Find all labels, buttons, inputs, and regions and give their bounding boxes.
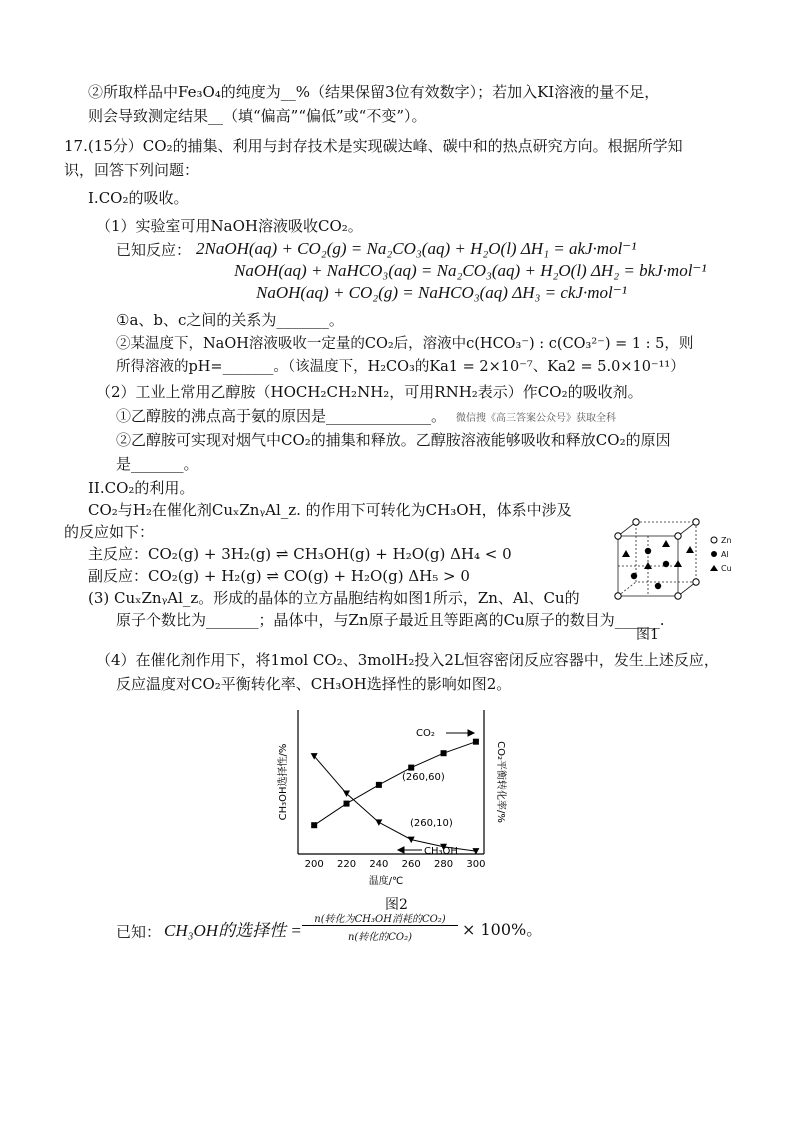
known-lead: 已知： xyxy=(116,923,162,941)
q1-sub2-b: 所得溶液的pH=_______。（该温度下，H₂CO₃的Ka1 = 2×10⁻⁷、Ka2 = 5.0×10⁻¹¹） xyxy=(116,359,685,375)
x-tick-260: 260 xyxy=(401,859,421,870)
legend-al-icon xyxy=(711,551,717,557)
x-axis-label: 温度/℃ xyxy=(368,876,404,887)
legend-cu: Cu xyxy=(721,564,732,573)
legend-al: Al xyxy=(721,550,729,559)
annotation-260-60: (260,60) xyxy=(402,772,445,783)
data-point-s0-200 xyxy=(311,822,317,828)
legend-zn: Zn xyxy=(721,536,732,545)
q1-sub2-a: ②某温度下，NaOH溶液吸收一定量的CO₂后，溶液中c(HCO₃⁻) : c(CO₃²⁻) = 1 : 5，则 xyxy=(116,336,694,352)
q1-sub1: ①a、b、c之间的关系为_______。 xyxy=(116,311,344,329)
q3-text-a: (3) CuₓZnᵧAl_z。形成的晶体的立方晶胞结构如图1所示，Zn、Al、Cu的 xyxy=(88,589,580,607)
data-point-s0-300 xyxy=(473,739,479,745)
watermark-text: 微信搜《高三答案公众号》获取全科 xyxy=(456,413,616,424)
main-reaction: 主反应：CO₂(g) + 3H₂(g) ⇌ CH₃OH(g) + H₂O(g) ΔH₄ < 0 xyxy=(88,545,512,563)
series-label-co2: CO₂ xyxy=(416,728,435,739)
data-point-s0-280 xyxy=(441,750,447,756)
q2-sub1: ①乙醇胺的沸点高于氨的原因是______________。 xyxy=(116,407,447,425)
x-tick-280: 280 xyxy=(434,859,454,870)
fig2-caption: 图2 xyxy=(385,897,408,913)
equation-1: 2NaOH(aq) + CO₂(g) = Na₂CO₃(aq) + H₂O(l) ΔH₁ = akJ·mol⁻¹ xyxy=(196,239,637,258)
q2-sub2-b: 是_______。 xyxy=(116,455,199,473)
q4-text-a: （4）在催化剂作用下，将1mol CO₂、3molH₂投入2L恒容密闭反应容器中，发生上述反应， xyxy=(96,651,719,669)
data-point-s0-240 xyxy=(376,782,382,788)
q16-line-a: ②所取样品中Fe₃O₄的纯度为__%（结果保留3位有效数字）；若加入KI溶液的量不足， xyxy=(88,83,660,101)
y-right-label: CO₂平衡转化率/% xyxy=(495,741,506,823)
series-line-1 xyxy=(314,756,476,851)
x-tick-200: 200 xyxy=(304,859,324,870)
known-numerator: n(转化为CH₃OH消耗的CO₂) xyxy=(314,914,446,925)
legend-cu-icon xyxy=(710,565,718,571)
fig2-chart xyxy=(276,704,516,894)
q16-line-b: 则会导致测定结果__（填“偏高”“偏低”或“不变”）。 xyxy=(88,107,427,125)
fig1-caption: 图1 xyxy=(636,627,659,643)
data-point-s1-240 xyxy=(375,819,382,826)
q2-sub2-a: ②乙醇胺可实现对烟气中CO₂的捕集和释放。乙醇胺溶液能够吸收和释放CO₂的原因 xyxy=(116,431,671,449)
fig1-crystal-cell xyxy=(606,516,756,616)
known-tail: × 100%。 xyxy=(462,920,543,939)
equation-3: NaOH(aq) + CO₂(g) = NaHCO₃(aq) ΔH₃ = ckJ·mol⁻¹ xyxy=(256,283,627,302)
x-tick-300: 300 xyxy=(466,859,486,870)
series-label-ch3oh: CH₃OH xyxy=(424,846,458,857)
known-formula: CH₃OH的选择性 = xyxy=(164,921,302,940)
eq-lead: 已知反应： xyxy=(116,241,192,259)
q4-text-b: 反应温度对CO₂平衡转化率、CH₃OH选择性的影响如图2。 xyxy=(116,675,512,693)
q17-intro-b: 识，回答下列问题： xyxy=(64,161,200,179)
q1-text: （1）实验室可用NaOH溶液吸收CO₂。 xyxy=(96,217,363,235)
legend-zn-icon xyxy=(711,537,717,543)
known-denominator: n(转化的CO₂) xyxy=(347,932,413,943)
data-point-s0-220 xyxy=(344,801,350,807)
data-point-s0-260 xyxy=(408,765,414,771)
x-tick-240: 240 xyxy=(369,859,389,870)
part2-title: II.CO₂的利用。 xyxy=(88,479,195,497)
q3-text-b: 原子个数比为_______；晶体中，与Zn原子最近且等距离的Cu原子的数目为______. xyxy=(116,611,665,629)
equation-2: NaOH(aq) + NaHCO₃(aq) = Na₂CO₃(aq) + H₂O(l) ΔH₂ = bkJ·mol⁻¹ xyxy=(234,261,707,280)
annotation-260-10: (260,10) xyxy=(410,818,453,829)
part2-intro-a: CO₂与H₂在催化剂CuₓZnᵧAl_z. 的作用下可转化为CH₃OH，体系中涉及 xyxy=(88,501,572,519)
fraction-bar xyxy=(302,925,458,926)
fig1-atoms xyxy=(615,519,699,599)
x-tick-220: 220 xyxy=(336,859,357,870)
part2-intro-b: 的反应如下： xyxy=(64,523,155,541)
y-left-label: CH₃OH选择性/% xyxy=(278,743,289,821)
q17-intro-a: 17.(15分）CO₂的捕集、利用与封存技术是实现碳达峰、碳中和的热点研究方向。根据所学知 xyxy=(64,137,683,155)
side-reaction: 副反应：CO₂(g) + H₂(g) ⇌ CO(g) + H₂O(g) ΔH₅ > 0 xyxy=(88,567,470,585)
q2-text: （2）工业上常用乙醇胺（HOCH₂CH₂NH₂，可用RNH₂表示）作CO₂的吸收剂。 xyxy=(96,383,643,401)
chart-axes xyxy=(298,710,484,854)
part1-title: I.CO₂的吸收。 xyxy=(88,189,189,207)
